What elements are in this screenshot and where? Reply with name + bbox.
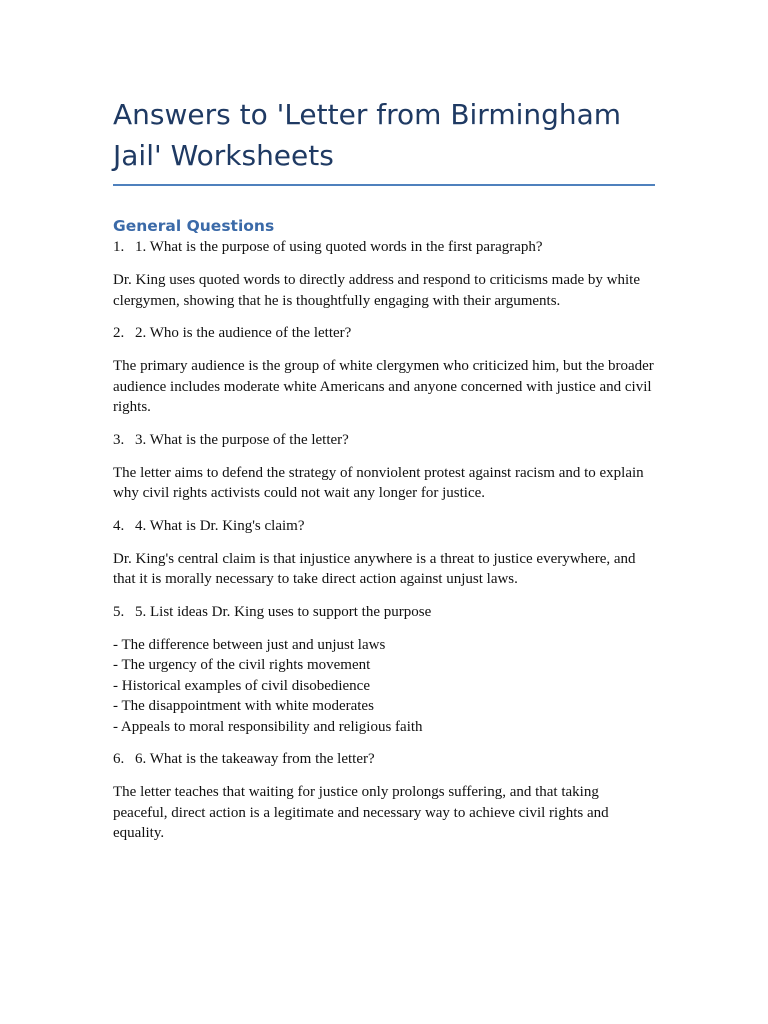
question-text: 1. What is the purpose of using quoted words in the first paragraph? [135,239,543,255]
qa-list [113,237,655,844]
question-6 [113,749,655,770]
question-number: 2. [113,325,125,341]
question-text: 2. Who is the audience of the letter? [135,325,352,341]
list-item: - Appeals to moral responsibility and religious faith [113,718,423,735]
question-text: 4. What is Dr. King's claim? [135,517,305,534]
question-number: 3. [113,431,125,448]
answer-2: The primary audience is the group of white clergymen who criticized him, but the broader audience includes moderate white Americans and anyone concerned with justice and civil rights. [113,358,654,415]
question-3 [113,430,655,451]
list-item: - The urgency of the civil rights movement [113,657,371,673]
section-heading: General Questions [113,217,275,235]
answer-3: The letter aims to defend the strategy of nonviolent protest against racism and to explain why civil rights activists could not wait any longer for justice. [113,464,644,501]
question-text: 5. List ideas Dr. King uses to support the purpose [135,603,432,620]
list-item: - The disappointment with white moderates [113,698,374,714]
question-number: 4. [113,517,125,534]
answer-1: Dr. King uses quoted words to directly address and respond to criticisms made by white clergymen, showing that he is thoughtfully engaging with their arguments. [113,272,640,309]
question-4 [113,516,655,537]
answer-4: Dr. King's central claim is that injustice anywhere is a threat to justice everywhere, and that it is morally necessary to take direct action against unjust laws. [113,550,636,587]
list-item: - The difference between just and unjust laws [113,636,386,653]
question-text: 6. What is the takeaway from the letter? [135,751,375,767]
page-title: Answers to 'Letter from Birmingham Jail' Worksheets [113,94,655,186]
question-number: 5. [113,603,125,620]
question-text: 3. What is the purpose of the letter? [135,431,349,448]
question-5 [113,602,655,623]
answer-6: The letter teaches that waiting for justice only prolongs suffering, and that taking peaceful, direct action is a legitimate and necessary way to achieve civil rights and equality. [113,784,609,841]
question-number: 1. [113,239,125,255]
document-page [113,94,655,856]
question-2 [113,323,655,344]
question-1 [113,237,655,258]
answer-5-list [113,635,655,738]
question-number: 6. [113,751,125,767]
list-item: - Historical examples of civil disobedience [113,677,370,694]
